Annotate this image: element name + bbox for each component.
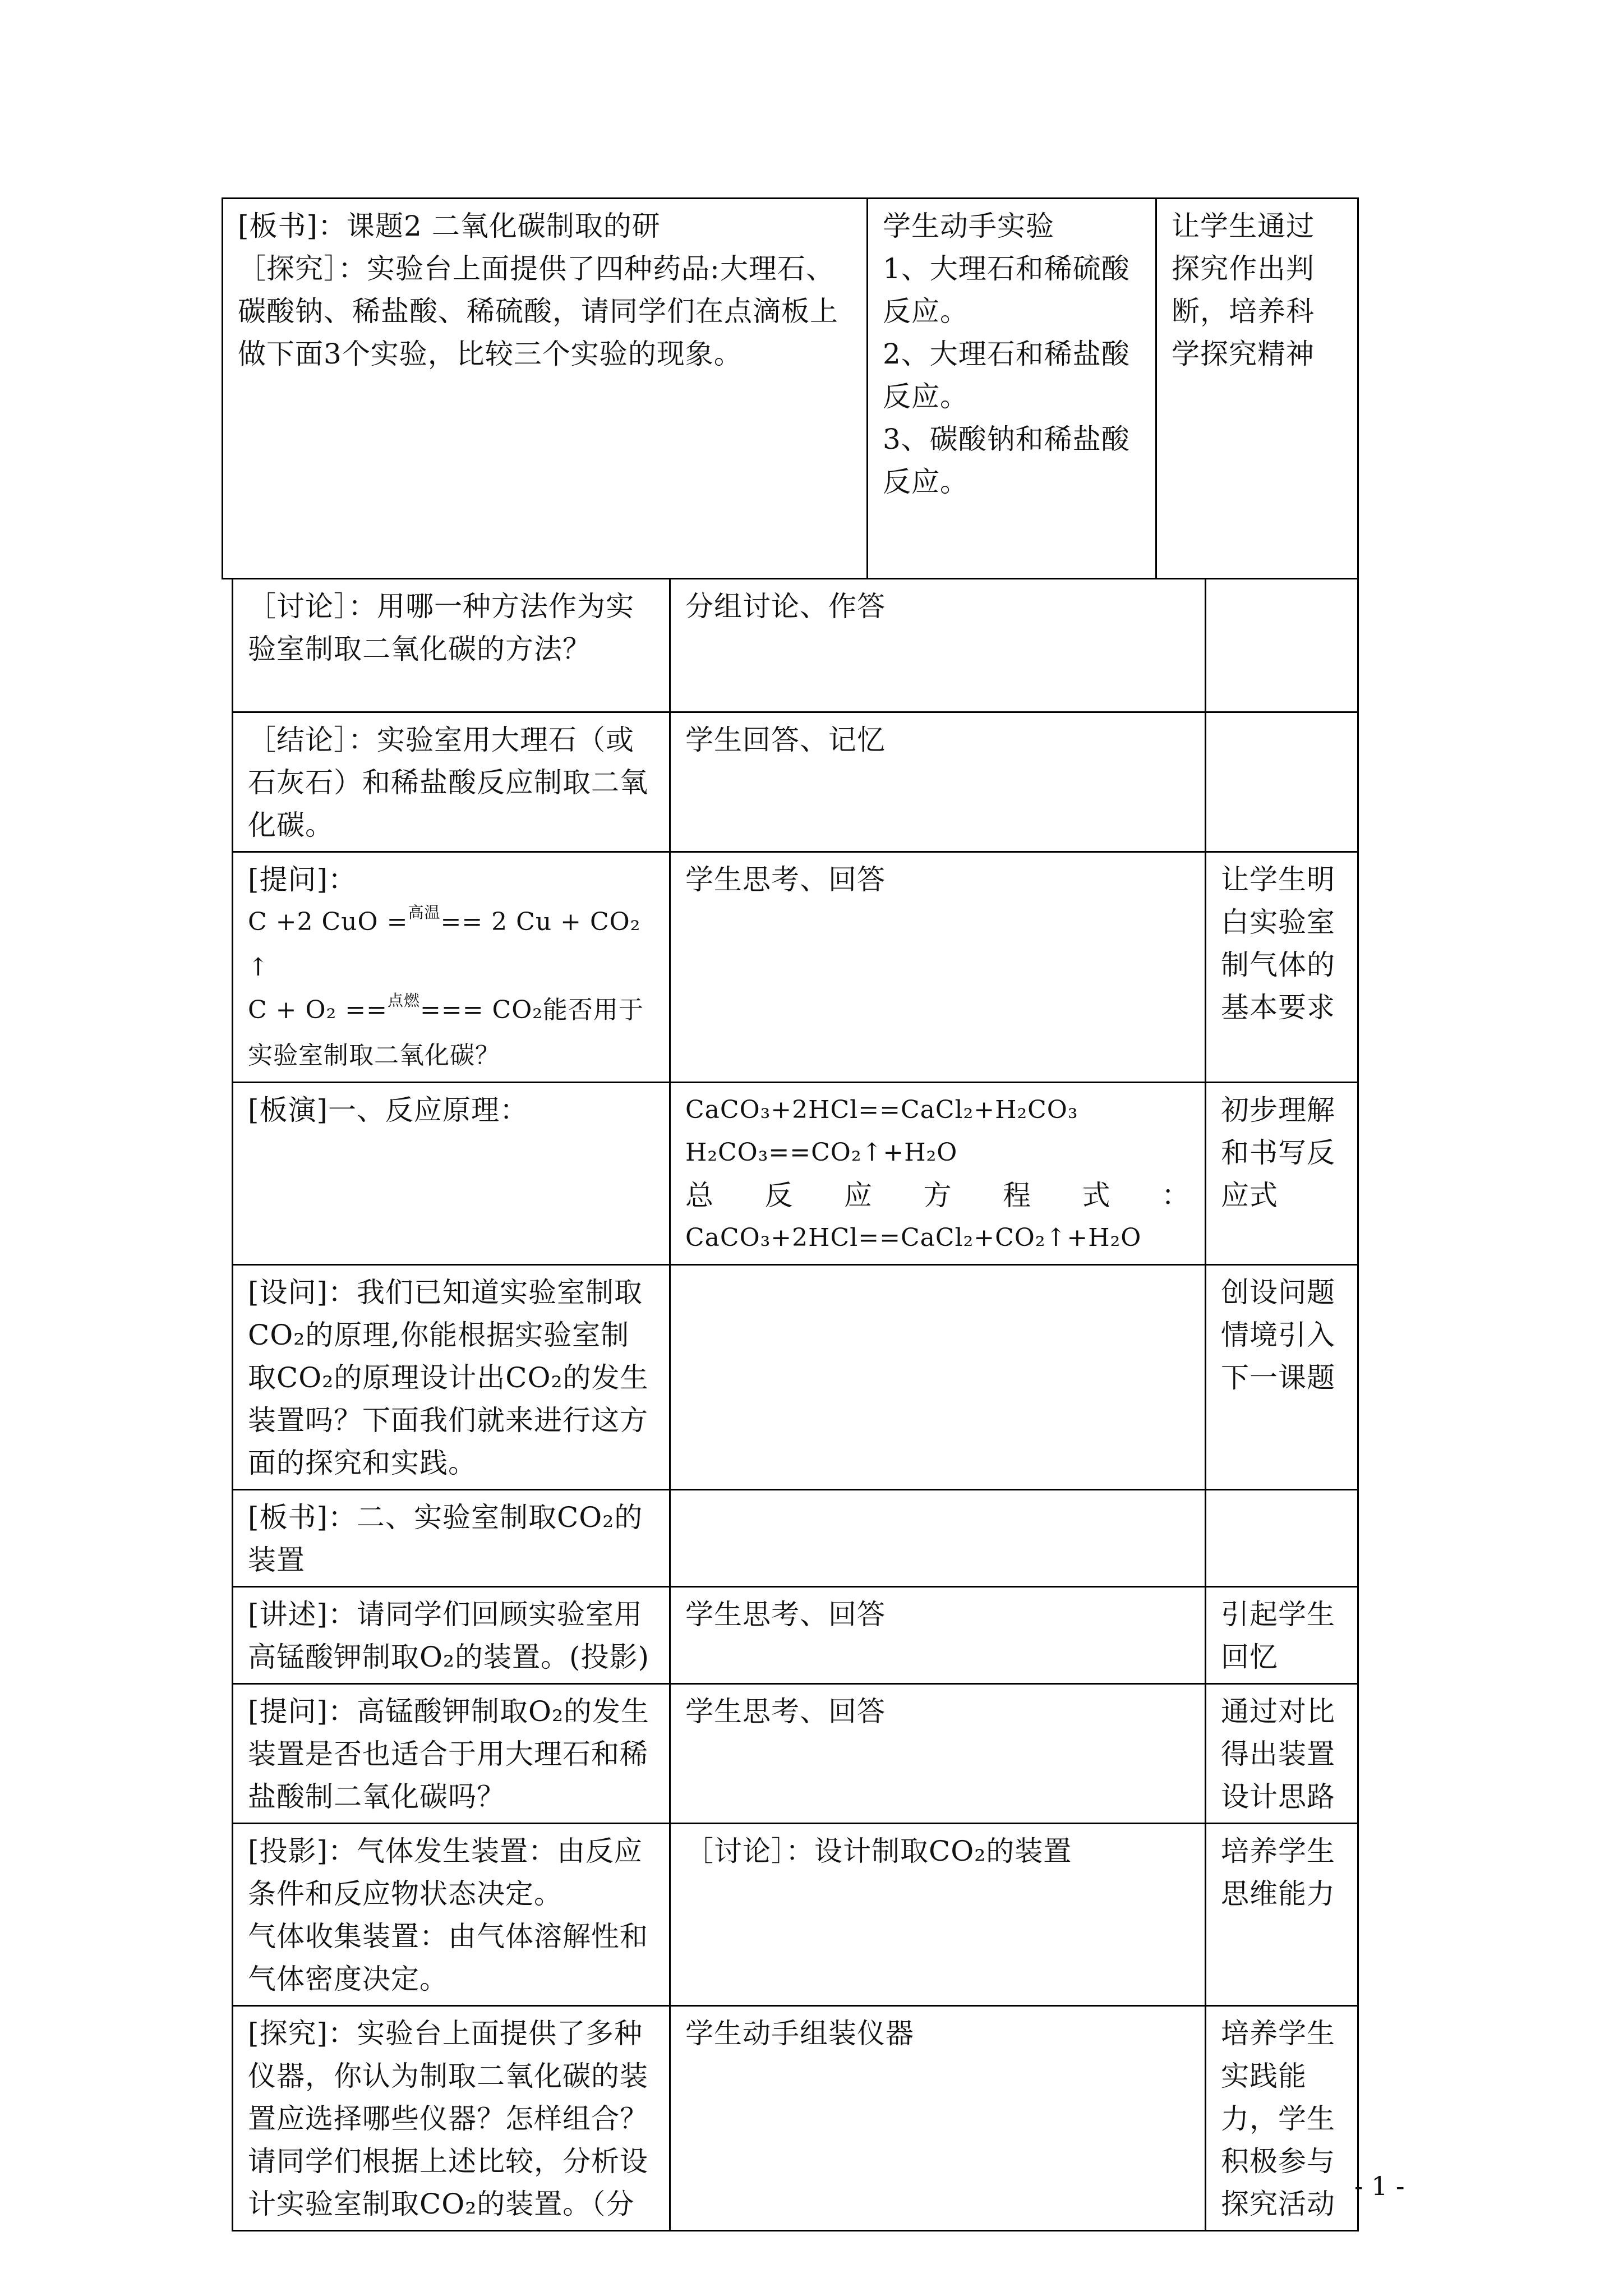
projection-collector: 气体收集装置：由气体溶解性和气体密度决定。 [248, 1920, 648, 1995]
top-col2-cell [868, 199, 1156, 579]
reaction-1: CaCO₃+2HCl==CaCl₂+H₂CO₃ [685, 1096, 1078, 1124]
table-row [233, 712, 1358, 852]
teacher-cell: [板书]：二、实验室制取CO₂的装置 [233, 1490, 670, 1587]
student-cell: 学生思考、回答 [670, 1587, 1206, 1684]
experiment-3: 3、碳酸钠和稀盐酸反应。 [883, 423, 1130, 498]
student-experiment: 学生动手实验 [883, 210, 1054, 242]
intent-cell [1206, 579, 1358, 712]
top-col1-cell [223, 199, 868, 579]
teacher-cell: ［讨论］：用哪一种方法作为实验室制取二氧化碳的方法？ [233, 579, 670, 712]
intent-cell: 创设问题情境引入下一课题 [1206, 1265, 1358, 1490]
teacher-cell: ［结论］：实验室用大理石（或石灰石）和稀盐酸反应制取二氧化碳。 [233, 712, 670, 852]
formula-carbon-burning: C + O₂ ==$^{点燃}$=== CO₂能否用于实验室制取二氧化碳？ [248, 991, 644, 1070]
table-row [233, 1587, 1358, 1684]
table-row [233, 579, 1358, 712]
student-cell [670, 1265, 1206, 1490]
experiment-1: 1、大理石和稀硫酸反应。 [883, 252, 1130, 328]
student-cell: 学生思考、回答 [670, 1684, 1206, 1824]
teacher-cell [233, 1824, 670, 2006]
student-cell: 学生回答、记忆 [670, 712, 1206, 852]
student-cell: 分组讨论、作答 [670, 579, 1206, 712]
student-cell [670, 1083, 1206, 1265]
teacher-cell: [探究]：实验台上面提供了多种仪器，你认为制取二氧化碳的装置应选择哪些仪器？怎样组合？请同学们根据上述比较，分析设计实验室制取CO₂的装置。（分 [233, 2006, 670, 2231]
intent-cell [1206, 712, 1358, 852]
table-row [233, 1824, 1358, 2006]
board-title: [板书]：课题2 二氧化碳制取的研 [238, 210, 661, 242]
intent-cell: 让学生明白实验室制气体的基本要求 [1206, 852, 1358, 1083]
teacher-cell: [设问]：我们已知道实验室制取CO₂的原理,你能根据实验室制取CO₂的原理设计出CO₂的发生装置吗？下面我们就来进行这方面的探究和实践。 [233, 1265, 670, 1490]
teacher-cell: [讲述]：请同学们回顾实验室用高锰酸钾制取O₂的装置。(投影) [233, 1587, 670, 1684]
student-cell: 学生动手组装仪器 [670, 2006, 1206, 2231]
intent-cell [1206, 1490, 1358, 1587]
design-intent: 让学生通过探究作出判断，培养科学探究精神 [1172, 210, 1315, 370]
teacher-cell: [板演]一、反应原理： [233, 1083, 670, 1265]
table-row [233, 1265, 1358, 1490]
top-table [222, 197, 1359, 579]
question-label: [提问]： [248, 863, 357, 896]
intent-cell: 培养学生思维能力 [1206, 1824, 1358, 2006]
formula-copper-oxide: C +2 CuO =$^{高温}$== 2 Cu + CO₂↑ [248, 903, 641, 982]
table-row [233, 2006, 1358, 2231]
table-row [233, 1684, 1358, 1824]
intent-cell: 引起学生回忆 [1206, 1587, 1358, 1684]
projection-generator: [投影]：气体发生装置：由反应条件和反应物状态决定。 [248, 1835, 643, 1910]
reaction-total: CaCO₃+2HCl==CaCl₂+CO₂↑+H₂O [685, 1223, 1142, 1252]
table-row [233, 852, 1358, 1083]
main-table [232, 578, 1359, 2231]
top-col3-cell [1156, 199, 1358, 579]
experiment-2: 2、大理石和稀盐酸反应。 [883, 338, 1130, 413]
student-cell: ［讨论］：设计制取CO₂的装置 [670, 1824, 1206, 2006]
intent-cell: 初步理解和书写反应式 [1206, 1083, 1358, 1265]
teacher-cell: [提问]：高锰酸钾制取O₂的发生装置是否也适合于用大理石和稀盐酸制二氧化碳吗？ [233, 1684, 670, 1824]
reaction-2: H₂CO₃==CO₂↑+H₂O [685, 1138, 958, 1167]
student-cell: 学生思考、回答 [670, 852, 1206, 1083]
intent-cell: 培养学生实践能力，学生积极参与探究活动 [1206, 2006, 1358, 2231]
table-row [233, 1083, 1358, 1265]
teacher-cell [233, 852, 670, 1083]
explore-text: ［探究］：实验台上面提供了四种药品:大理石、碳酸钠、稀盐酸、稀硫酸，请同学们在点滴板上做下面3个实验，比较三个实验的现象。 [238, 252, 838, 370]
intent-cell: 通过对比得出装置设计思路 [1206, 1684, 1358, 1824]
page-number: - 1 - [1354, 2171, 1405, 2201]
student-cell [670, 1490, 1206, 1587]
total-equation-label: 总 反 应 方 程 式 ： [685, 1179, 1190, 1212]
table-row [233, 1490, 1358, 1587]
